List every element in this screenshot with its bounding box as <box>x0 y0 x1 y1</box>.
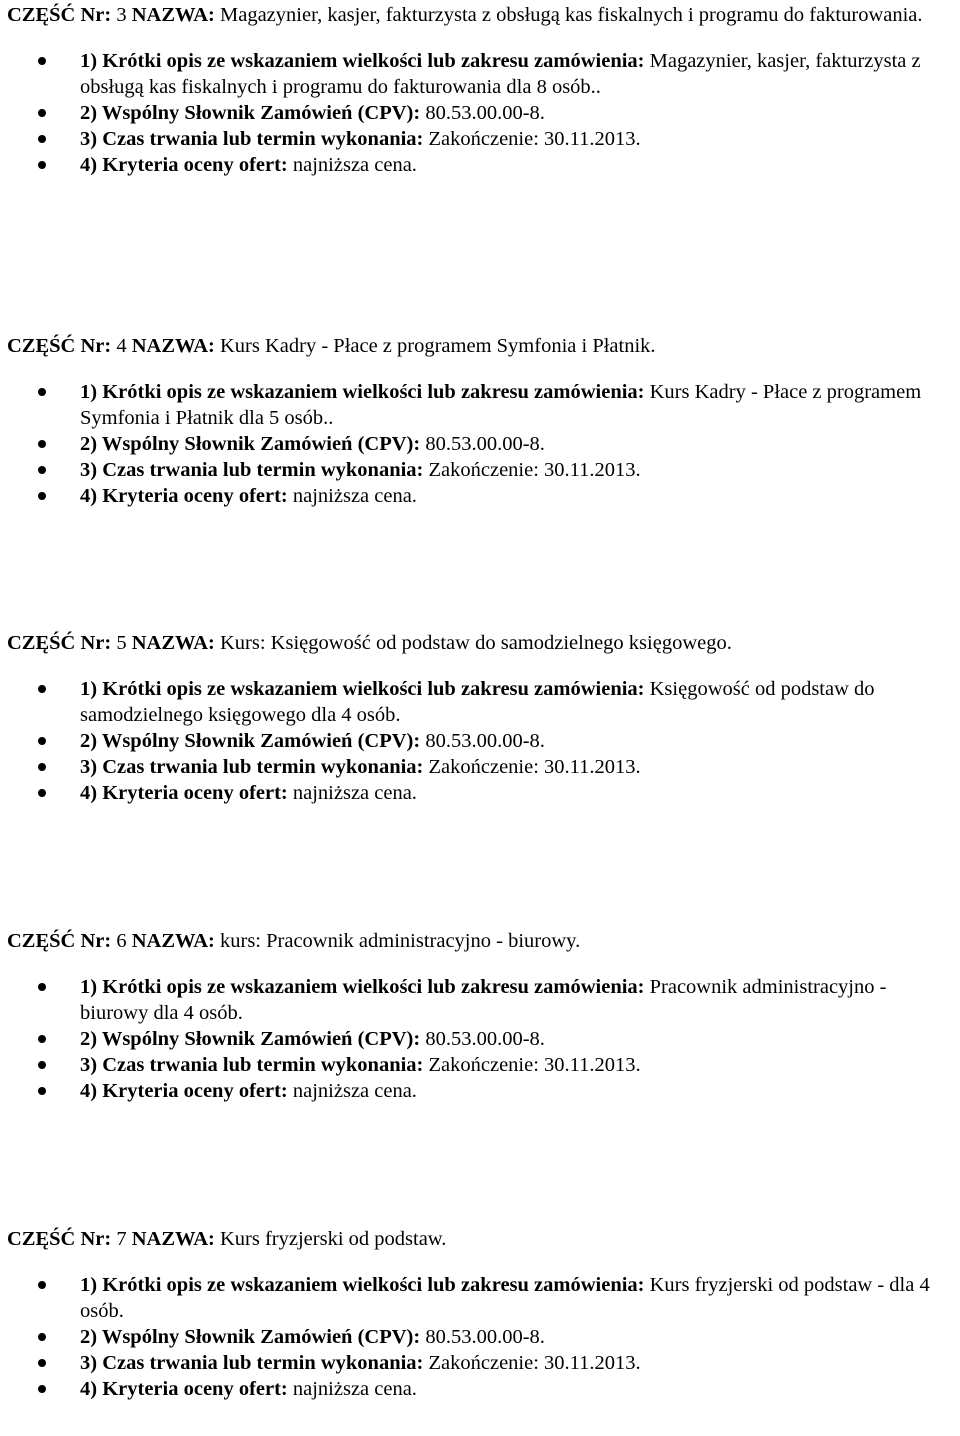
item-value: 80.53.00.00-8. <box>425 433 545 455</box>
bullet-icon <box>38 1087 46 1095</box>
name-label: NAZWA: <box>131 930 215 952</box>
item-label: 4) Kryteria oceny ofert: <box>80 782 288 804</box>
list-item <box>7 1026 952 1052</box>
bullet-icon <box>38 1035 46 1043</box>
part-number: 7 <box>116 1228 127 1250</box>
part-label: CZĘŚĆ Nr: <box>7 930 112 952</box>
item-label: 1) Krótki opis ze wskazaniem wielkości lub zakresu zamówienia: <box>80 678 645 700</box>
name-label: NAZWA: <box>131 4 215 26</box>
list-item <box>7 754 952 780</box>
name-label: NAZWA: <box>131 335 215 357</box>
list-item <box>7 1350 952 1376</box>
part-number: 3 <box>116 4 127 26</box>
item-value: 80.53.00.00-8. <box>425 1326 545 1348</box>
item-value: Zakończenie: 30.11.2013. <box>428 1054 641 1076</box>
item-label: 2) Wspólny Słownik Zamówień (CPV): <box>80 433 421 455</box>
list-item <box>7 1272 952 1324</box>
item-list <box>7 1272 952 1402</box>
bullet-icon <box>38 57 46 65</box>
name-label: NAZWA: <box>131 632 215 654</box>
item-value: 80.53.00.00-8. <box>425 1028 545 1050</box>
section-part-7 <box>7 1226 952 1402</box>
part-label: CZĘŚĆ Nr: <box>7 4 112 26</box>
item-label: 4) Kryteria oceny ofert: <box>80 1080 288 1102</box>
list-item <box>7 780 952 806</box>
item-value: Pracownik administracyjno - biurowy dla 4 osób. <box>80 976 887 1024</box>
part-number: 5 <box>116 632 127 654</box>
item-list <box>7 48 952 178</box>
item-value: Kurs fryzjerski od podstaw - dla 4 osób. <box>80 1274 930 1322</box>
item-value: najniższa cena. <box>292 154 417 176</box>
item-value: najniższa cena. <box>292 1378 417 1400</box>
bullet-icon <box>38 763 46 771</box>
section-heading <box>7 928 952 954</box>
bullet-icon <box>38 1385 46 1393</box>
item-label: 1) Krótki opis ze wskazaniem wielkości lub zakresu zamówienia: <box>80 381 645 403</box>
section-name: kurs: Pracownik administracyjno - biurowy. <box>220 930 581 952</box>
section-heading <box>7 333 952 359</box>
item-value: Kurs Kadry - Płace z programem Symfonia i Płatnik dla 5 osób.. <box>80 381 922 429</box>
bullet-icon <box>38 466 46 474</box>
item-label: 4) Kryteria oceny ofert: <box>80 485 288 507</box>
section-part-5 <box>7 630 952 806</box>
item-label: 2) Wspólny Słownik Zamówień (CPV): <box>80 730 421 752</box>
section-name: Magazynier, kasjer, fakturzysta z obsługą kas fiskalnych i programu do fakturowania. <box>220 4 923 26</box>
list-item <box>7 100 952 126</box>
item-label: 2) Wspólny Słownik Zamówień (CPV): <box>80 1326 421 1348</box>
bullet-icon <box>38 1333 46 1341</box>
section-heading <box>7 630 952 656</box>
section-part-6 <box>7 928 952 1104</box>
list-item <box>7 379 952 431</box>
list-item <box>7 483 952 509</box>
list-item <box>7 48 952 100</box>
list-item <box>7 457 952 483</box>
item-label: 4) Kryteria oceny ofert: <box>80 154 288 176</box>
bullet-icon <box>38 388 46 396</box>
item-label: 3) Czas trwania lub termin wykonania: <box>80 1352 424 1374</box>
bullet-icon <box>38 161 46 169</box>
item-label: 3) Czas trwania lub termin wykonania: <box>80 459 424 481</box>
list-item <box>7 1376 952 1402</box>
bullet-icon <box>38 1061 46 1069</box>
bullet-icon <box>38 109 46 117</box>
part-label: CZĘŚĆ Nr: <box>7 335 112 357</box>
section-part-3 <box>7 2 952 178</box>
list-item <box>7 152 952 178</box>
item-label: 3) Czas trwania lub termin wykonania: <box>80 1054 424 1076</box>
section-name: Kurs fryzjerski od podstaw. <box>220 1228 447 1250</box>
item-list <box>7 379 952 509</box>
bullet-icon <box>38 440 46 448</box>
item-value: 80.53.00.00-8. <box>425 102 545 124</box>
section-heading <box>7 2 952 28</box>
list-item <box>7 431 952 457</box>
item-label: 2) Wspólny Słownik Zamówień (CPV): <box>80 1028 421 1050</box>
item-label: 4) Kryteria oceny ofert: <box>80 1378 288 1400</box>
list-item <box>7 126 952 152</box>
list-item <box>7 728 952 754</box>
part-number: 6 <box>116 930 127 952</box>
section-part-4 <box>7 333 952 509</box>
list-item <box>7 1324 952 1350</box>
item-value: Zakończenie: 30.11.2013. <box>428 756 641 778</box>
item-value: najniższa cena. <box>292 1080 417 1102</box>
item-value: 80.53.00.00-8. <box>425 730 545 752</box>
item-label: 1) Krótki opis ze wskazaniem wielkości lub zakresu zamówienia: <box>80 976 645 998</box>
item-label: 3) Czas trwania lub termin wykonania: <box>80 128 424 150</box>
list-item <box>7 676 952 728</box>
item-value: Zakończenie: 30.11.2013. <box>428 459 641 481</box>
part-label: CZĘŚĆ Nr: <box>7 632 112 654</box>
bullet-icon <box>38 789 46 797</box>
item-label: 3) Czas trwania lub termin wykonania: <box>80 756 424 778</box>
name-label: NAZWA: <box>131 1228 215 1250</box>
bullet-icon <box>38 737 46 745</box>
list-item <box>7 1052 952 1078</box>
item-value: Zakończenie: 30.11.2013. <box>428 128 641 150</box>
item-label: 1) Krótki opis ze wskazaniem wielkości lub zakresu zamówienia: <box>80 50 645 72</box>
part-number: 4 <box>116 335 127 357</box>
bullet-icon <box>38 983 46 991</box>
item-value: Magazynier, kasjer, fakturzysta z obsługą kas fiskalnych i programu do fakturowania dla 8 osób.. <box>80 50 921 98</box>
item-list <box>7 974 952 1104</box>
list-item <box>7 974 952 1026</box>
section-name: Kurs: Księgowość od podstaw do samodzielnego księgowego. <box>220 632 732 654</box>
list-item <box>7 1078 952 1104</box>
section-name: Kurs Kadry - Płace z programem Symfonia i Płatnik. <box>220 335 656 357</box>
bullet-icon <box>38 1281 46 1289</box>
bullet-icon <box>38 492 46 500</box>
bullet-icon <box>38 135 46 143</box>
item-list <box>7 676 952 806</box>
item-value: najniższa cena. <box>292 782 417 804</box>
item-value: najniższa cena. <box>292 485 417 507</box>
item-label: 2) Wspólny Słownik Zamówień (CPV): <box>80 102 421 124</box>
item-value: Księgowość od podstaw do samodzielnego księgowego dla 4 osób. <box>80 678 875 726</box>
item-value: Zakończenie: 30.11.2013. <box>428 1352 641 1374</box>
bullet-icon <box>38 1359 46 1367</box>
item-label: 1) Krótki opis ze wskazaniem wielkości lub zakresu zamówienia: <box>80 1274 645 1296</box>
part-label: CZĘŚĆ Nr: <box>7 1228 112 1250</box>
bullet-icon <box>38 685 46 693</box>
section-heading <box>7 1226 952 1252</box>
